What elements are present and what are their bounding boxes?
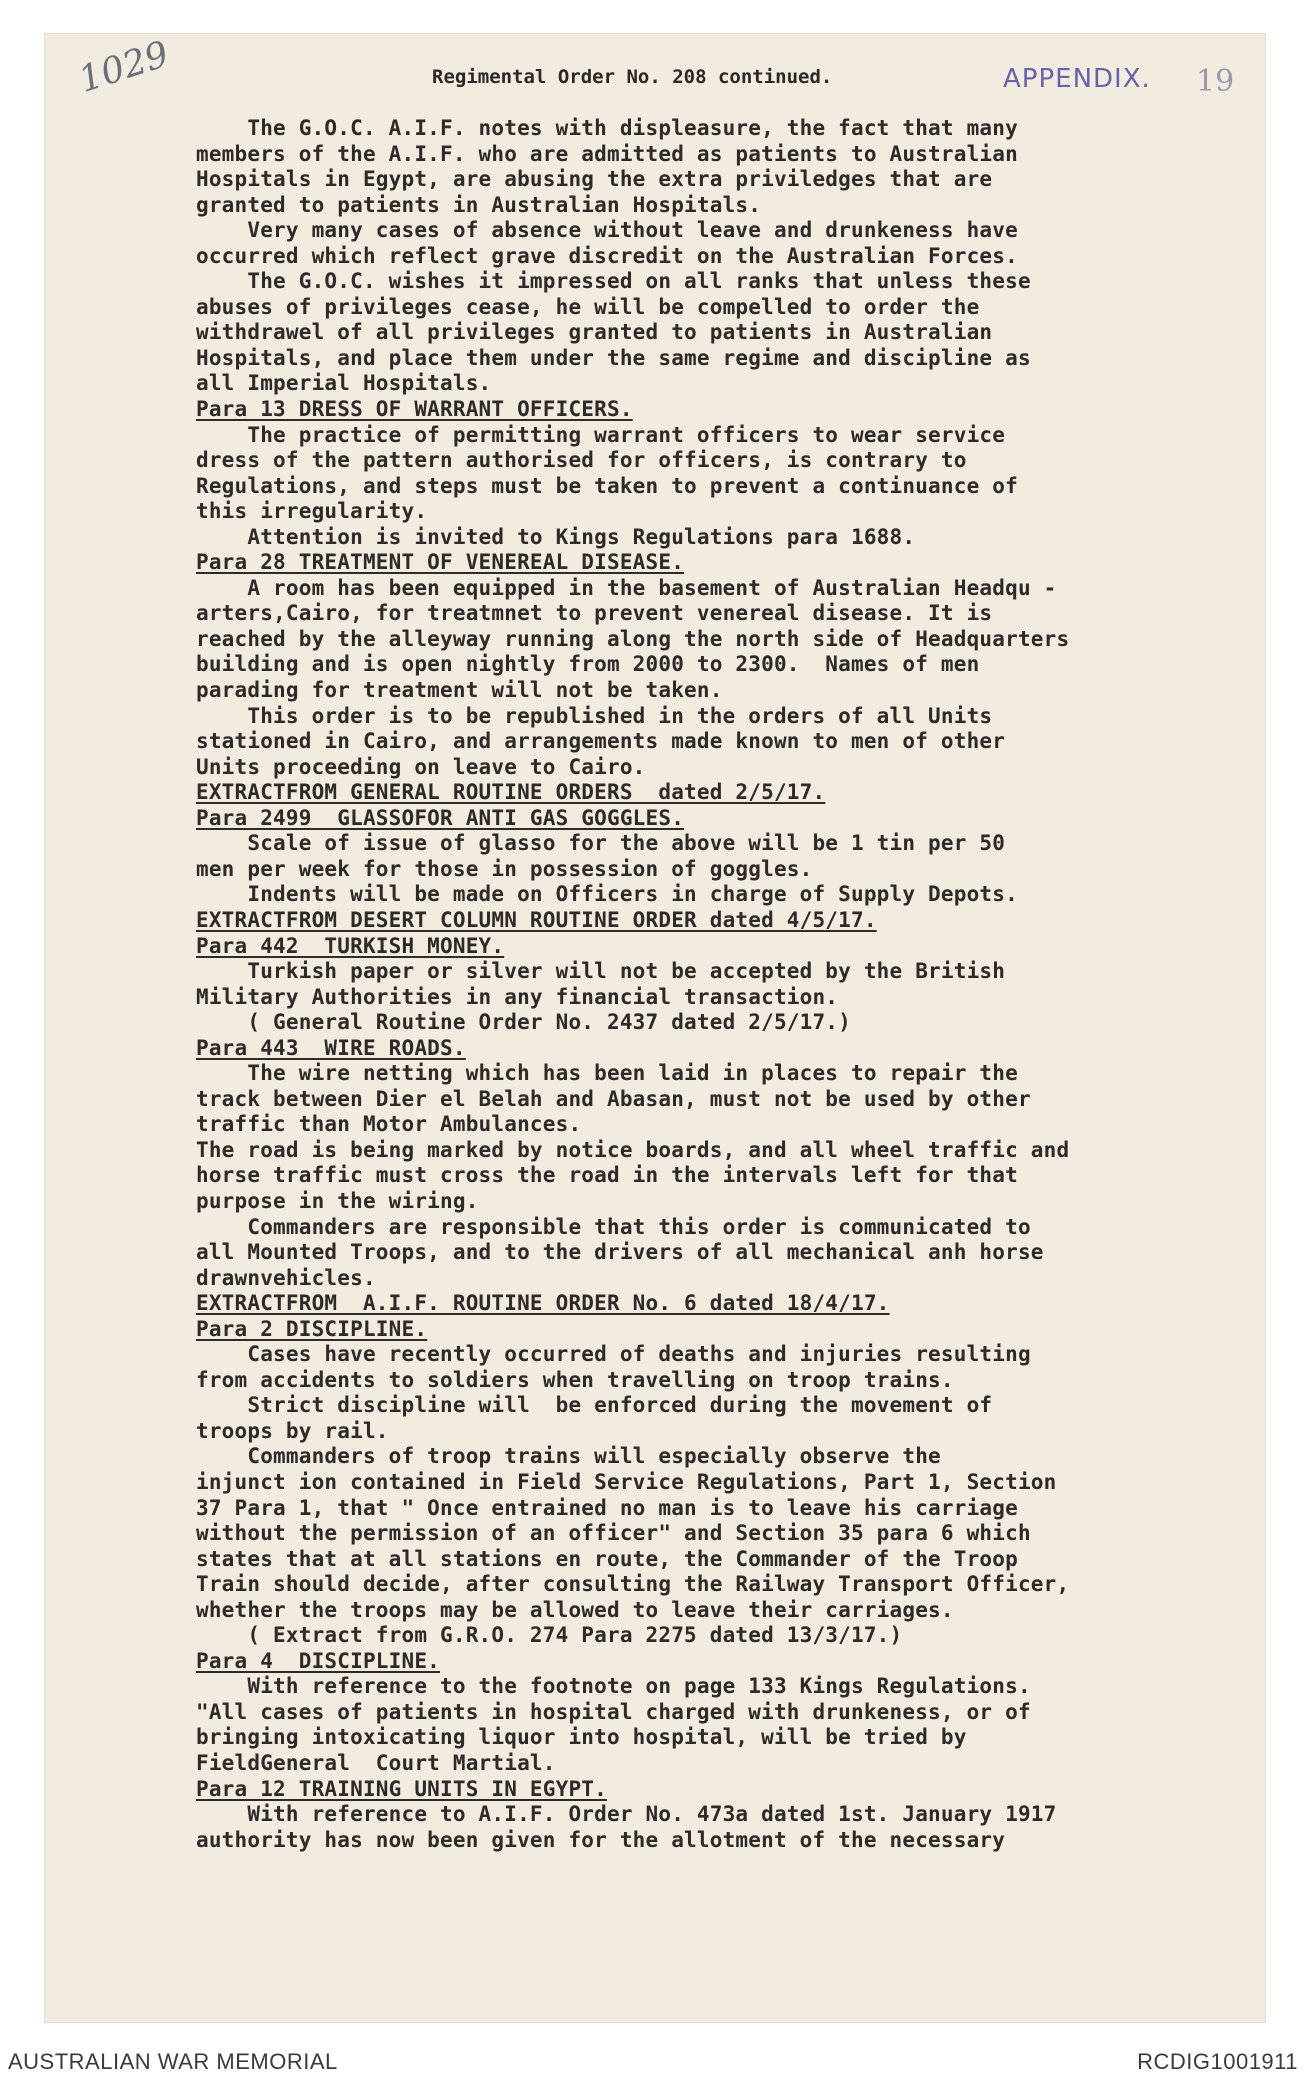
section-heading: Para 4 DISCIPLINE. <box>196 1648 441 1673</box>
body-line: traffic than Motor Ambulances. <box>196 1112 582 1137</box>
body-line: this irregularity. <box>196 499 428 524</box>
body-line: whether the troops may be allowed to leave their carriages. <box>196 1597 954 1622</box>
body-line: The road is being marked by notice boards, and all wheel traffic and <box>196 1137 1070 1162</box>
body-line: ( Extract from G.R.O. 274 Para 2275 dated 13/3/17.) <box>196 1623 903 1648</box>
body-line: authority has now been given for the allotment of the necessary <box>196 1827 1006 1852</box>
body-line: FieldGeneral Court Martial. <box>196 1751 556 1775</box>
body-line: Hospitals in Egypt, are abusing the extra priviledges that are <box>196 167 993 192</box>
section-heading: Para 28 TREATMENT OF VENEREAL DISEASE. <box>196 550 685 575</box>
section-heading: EXTRACTFROM A.I.F. ROUTINE ORDER No. 6 dated 18/4/17. <box>196 1291 890 1316</box>
body-line: occurred which reflect grave discredit on the Australian Forces. <box>196 243 1018 268</box>
body-line: parading for treatment will not be taken. <box>196 678 723 703</box>
body-line: ( General Routine Order No. 2437 dated 2/5/17.) <box>196 1010 851 1035</box>
body-line: members of the A.I.F. who are admitted as patients to Australian <box>196 141 1018 166</box>
body-line: injunct ion contained in Field Service Regulations, Part 1, Section <box>196 1469 1057 1494</box>
body-line: Very many cases of absence without leave and drunkeness have <box>196 218 1018 243</box>
body-line: Commanders of troop trains will especially observe the <box>196 1444 941 1469</box>
body-line: Turkish paper or silver will not be accepted by the British <box>196 959 1006 984</box>
body-line: Train should decide, after consulting the Railway Transport Officer, <box>196 1572 1070 1597</box>
body-line: track between Dier el Belah and Abasan, must not be used by other <box>196 1086 1031 1111</box>
appendix-stamp: APPENDIX. <box>1003 64 1151 94</box>
body-line: The G.O.C. wishes it impressed on all ranks that unless these <box>196 269 1031 294</box>
section-heading: EXTRACTFROM DESERT COLUMN ROUTINE ORDER dated 4/5/17. <box>196 907 877 932</box>
body-line: purpose in the wiring. <box>196 1188 479 1213</box>
body-line: men per week for those in possession of goggles. <box>196 856 813 881</box>
body-line: building and is open nightly from 2000 to 2300. Names of men <box>196 652 980 677</box>
section-heading: Para 2 DISCIPLINE. <box>196 1316 428 1341</box>
body-line: Strict discipline will be enforced during the movement of <box>196 1393 993 1418</box>
document-header: Regimental Order No. 208 continued. <box>432 66 833 88</box>
body-line: troops by rail. <box>196 1418 389 1443</box>
section-heading: Para 443 WIRE ROADS. <box>196 1035 466 1060</box>
body-line: 37 Para 1, that " Once entrained no man is to leave his carriage <box>196 1495 1018 1520</box>
handwritten-page-number: 1029 <box>74 33 174 101</box>
body-line: "All cases of patients in hospital charged with drunkeness, or of <box>196 1699 1031 1724</box>
body-line: Hospitals, and place them under the same regime and discipline as <box>196 345 1031 370</box>
body-line: granted to patients in Australian Hospitals. <box>196 192 762 217</box>
body-line: Indents will be made on Officers in charge of Supply Depots. <box>196 882 1018 907</box>
body-line: This order is to be republished in the orders of all Units <box>196 703 993 728</box>
body-line: arters,Cairo, for treatmnet to prevent venereal disease. It is <box>196 601 993 626</box>
body-line: bringing intoxicating liquor into hospital, will be tried by <box>196 1725 967 1750</box>
body-line: Cases have recently occurred of deaths and injuries resulting <box>196 1342 1031 1367</box>
body-line: all Imperial Hospitals. <box>196 371 492 396</box>
body-line: withdrawel of all privileges granted to patients in Australian <box>196 320 993 345</box>
body-line: With reference to A.I.F. Order No. 473a dated 1st. January 1917 <box>196 1802 1057 1827</box>
body-line: Units proceeding on leave to Cairo. <box>196 754 646 779</box>
body-line: The wire netting which has been laid in places to repair the <box>196 1061 1018 1086</box>
section-heading: Para 442 TURKISH MONEY. <box>196 933 505 958</box>
body-line: without the permission of an officer" and Section 35 para 6 which <box>196 1521 1031 1546</box>
footer-archive-name: AUSTRALIAN WAR MEMORIAL <box>8 2049 338 2074</box>
body-line: Attention is invited to Kings Regulations para 1688. <box>196 524 916 549</box>
body-line: drawnvehicles. <box>196 1265 376 1290</box>
section-heading: Para 2499 GLASSOFOR ANTI GAS GOGGLES. <box>196 805 685 830</box>
appendix-number: 19 <box>1196 64 1235 99</box>
body-line: The practice of permitting warrant officers to wear service <box>196 422 1006 447</box>
body-line: abuses of privileges cease, he will be compelled to order the <box>196 294 980 319</box>
section-heading: EXTRACTFROM GENERAL ROUTINE ORDERS dated 2/5/17. <box>196 780 826 805</box>
body-line: reached by the alleyway running along the north side of Headquarters <box>196 626 1070 651</box>
body-line: Military Authorities in any financial transaction. <box>196 984 839 1009</box>
body-line: all Mounted Troops, and to the drivers of all mechanical anh horse <box>196 1240 1044 1265</box>
body-line: With reference to the footnote on page 133 Kings Regulations. <box>196 1674 1031 1699</box>
body-line: Commanders are responsible that this order is communicated to <box>196 1214 1031 1239</box>
body-line: Regulations, and steps must be taken to prevent a continuance of <box>196 473 1018 498</box>
body-line: states that at all stations en route, the Commander of the Troop <box>196 1546 1018 1571</box>
section-heading: Para 13 DRESS OF WARRANT OFFICERS. <box>196 397 633 422</box>
body-line: Scale of issue of glasso for the above will be 1 tin per 50 <box>196 831 1006 856</box>
typed-order-body <box>196 116 1256 1853</box>
body-line: dress of the pattern authorised for officers, is contrary to <box>196 448 967 473</box>
body-line: stationed in Cairo, and arrangements made known to men of other <box>196 729 1006 754</box>
body-line: The G.O.C. A.I.F. notes with displeasure, the fact that many <box>196 116 1018 140</box>
footer-record-id: RCDIG1001911 <box>1137 2049 1298 2074</box>
section-heading: Para 12 TRAINING UNITS IN EGYPT. <box>196 1776 607 1801</box>
body-line: from accidents to soldiers when travelling on troop trains. <box>196 1367 954 1392</box>
body-line: horse traffic must cross the road in the intervals left for that <box>196 1163 1018 1188</box>
body-line: A room has been equipped in the basement of Australian Headqu - <box>196 575 1057 600</box>
